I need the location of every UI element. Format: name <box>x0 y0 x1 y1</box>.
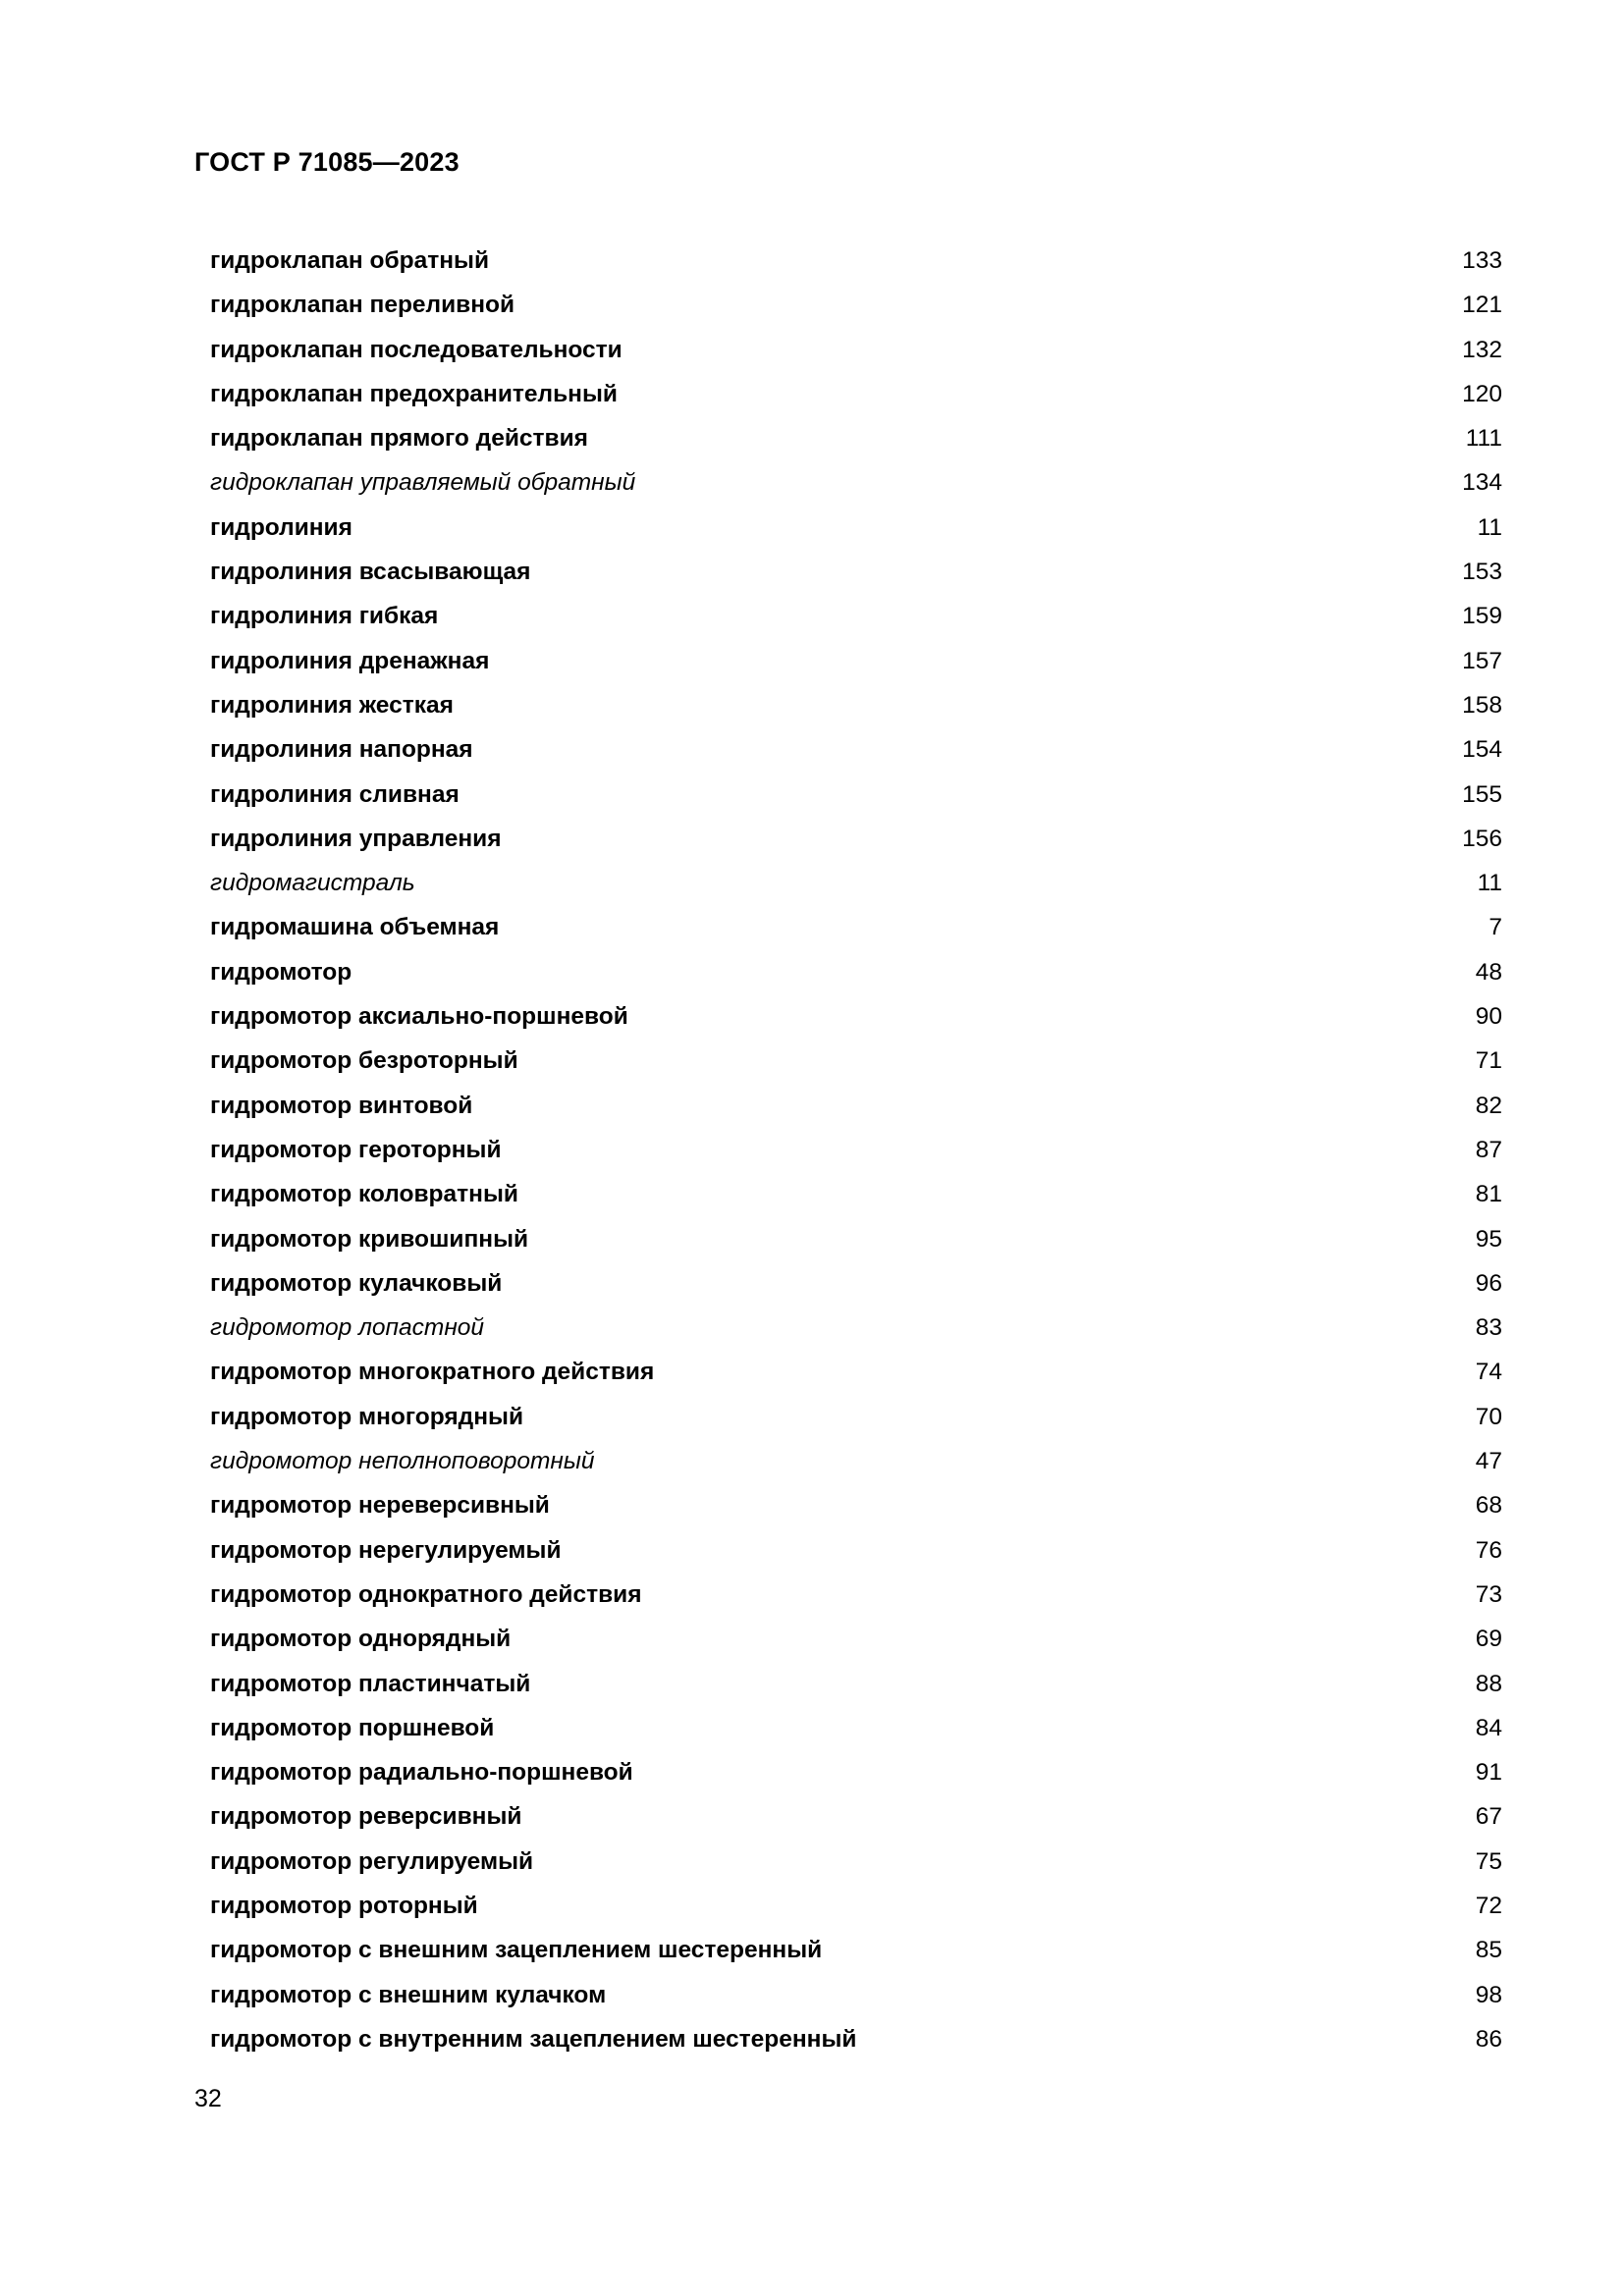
index-entry <box>210 1306 1504 1350</box>
index-term: гидромотор героторный <box>210 1136 502 1163</box>
index-term: гидролиния жесткая <box>210 691 454 719</box>
index-entry <box>210 1395 1504 1439</box>
index-term: гидролиния управления <box>210 825 502 852</box>
index-term: гидромотор с внешним зацеплением шестеренный <box>210 1937 823 1964</box>
index-term-number: 76 <box>1475 1536 1502 1564</box>
index-entry <box>210 460 1504 505</box>
index-term: гидромотор нереверсивный <box>210 1492 550 1520</box>
index-term: гидролиния <box>210 513 352 541</box>
index-entry <box>210 1794 1504 1839</box>
index-term: гидромотор пластинчатый <box>210 1670 531 1697</box>
index-term: гидромашина объемная <box>210 914 500 941</box>
index-term: гидромотор коловратный <box>210 1181 518 1208</box>
index-entry <box>210 550 1504 594</box>
index-entry <box>210 950 1504 994</box>
index-entry <box>210 817 1504 861</box>
index-entry <box>210 727 1504 772</box>
index-term: гидромотор с внешним кулачком <box>210 1981 607 2008</box>
index-term-number: 11 <box>1477 870 1502 897</box>
page-number: 32 <box>194 2085 222 2112</box>
index-term-number: 47 <box>1475 1448 1502 1475</box>
index-term: гидролиния всасывающая <box>210 559 531 586</box>
index-term: гидромотор неполноповоротный <box>210 1448 595 1475</box>
index-entry <box>210 283 1504 327</box>
index-entry <box>210 1261 1504 1306</box>
index-term-number: 121 <box>1462 292 1502 319</box>
index-term-number: 70 <box>1475 1403 1502 1430</box>
index-term-number: 132 <box>1462 336 1502 363</box>
index-term: гидромотор радиально-поршневой <box>210 1759 633 1787</box>
index-entry <box>210 1483 1504 1527</box>
index-term-number: 85 <box>1475 1937 1502 1964</box>
index-term-number: 158 <box>1462 691 1502 719</box>
index-term: гидролиния гибкая <box>210 603 439 630</box>
index-term-number: 81 <box>1475 1181 1502 1208</box>
index-entry <box>210 372 1504 416</box>
index-term: гидролиния напорная <box>210 736 473 764</box>
index-term-number: 68 <box>1475 1492 1502 1520</box>
index-entry <box>210 1350 1504 1394</box>
index-term-number: 82 <box>1475 1092 1502 1119</box>
index-term: гидроклапан прямого действия <box>210 425 588 453</box>
index-term: гидромотор однократного действия <box>210 1580 642 1608</box>
index-term-number: 87 <box>1475 1136 1502 1163</box>
document-code-header: ГОСТ Р 71085—2023 <box>194 147 460 177</box>
index-term: гидромотор регулируемый <box>210 1847 534 1875</box>
index-term-number: 111 <box>1465 425 1502 453</box>
index-entry <box>210 1528 1504 1573</box>
index-term-number: 67 <box>1475 1803 1502 1831</box>
index-term: гидромагистраль <box>210 870 415 897</box>
index-term: гидромотор с внутренним зацеплением шестеренный <box>210 2025 857 2053</box>
index-term-number: 155 <box>1462 780 1502 808</box>
index-term-number: 154 <box>1462 736 1502 764</box>
index-entry <box>210 1084 1504 1128</box>
index-term-number: 134 <box>1462 469 1502 497</box>
index-entry <box>210 1750 1504 1794</box>
index-term: гидромотор нерегулируемый <box>210 1536 562 1564</box>
index-term-number: 48 <box>1475 958 1502 986</box>
index-term-number: 120 <box>1462 380 1502 407</box>
index-term-number: 86 <box>1475 2025 1502 2053</box>
index-entry <box>210 1172 1504 1216</box>
index-term-number: 71 <box>1475 1047 1502 1075</box>
term-index-list <box>210 239 1504 2061</box>
index-entry <box>210 506 1504 550</box>
index-term: гидромотор поршневой <box>210 1714 495 1741</box>
index-term: гидролиния сливная <box>210 780 460 808</box>
index-term-number: 11 <box>1477 513 1502 541</box>
index-entry <box>210 1884 1504 1928</box>
index-entry <box>210 2017 1504 2061</box>
index-term-number: 95 <box>1475 1225 1502 1253</box>
index-term-number: 90 <box>1475 1003 1502 1031</box>
index-term: гидроклапан обратный <box>210 247 489 274</box>
index-entry <box>210 639 1504 683</box>
index-entry <box>210 1928 1504 1972</box>
index-entry <box>210 994 1504 1039</box>
index-entry <box>210 905 1504 949</box>
index-entry <box>210 773 1504 817</box>
index-term-number: 84 <box>1475 1714 1502 1741</box>
index-term-number: 96 <box>1475 1269 1502 1297</box>
index-term: гидроклапан управляемый обратный <box>210 469 636 497</box>
index-entry <box>210 1039 1504 1083</box>
index-term: гидромотор винтовой <box>210 1092 473 1119</box>
index-term: гидроклапан переливной <box>210 292 515 319</box>
index-term-number: 72 <box>1475 1892 1502 1919</box>
index-term-number: 83 <box>1475 1314 1502 1342</box>
index-entry <box>210 328 1504 372</box>
index-term-number: 88 <box>1475 1670 1502 1697</box>
index-term-number: 153 <box>1462 559 1502 586</box>
index-entry <box>210 1840 1504 1884</box>
index-term-number: 156 <box>1462 825 1502 852</box>
index-term: гидромотор роторный <box>210 1892 478 1919</box>
index-entry <box>210 1573 1504 1617</box>
index-term: гидромотор кривошипный <box>210 1225 529 1253</box>
index-term: гидромотор аксиально-поршневой <box>210 1003 628 1031</box>
index-entry <box>210 239 1504 283</box>
index-term-number: 7 <box>1489 914 1502 941</box>
index-term: гидромотор безроторный <box>210 1047 518 1075</box>
index-term-number: 75 <box>1475 1847 1502 1875</box>
index-entry <box>210 416 1504 460</box>
index-term: гидромотор лопастной <box>210 1314 485 1342</box>
index-term-number: 98 <box>1475 1981 1502 2008</box>
index-entry <box>210 1217 1504 1261</box>
index-term-number: 91 <box>1475 1759 1502 1787</box>
index-entry <box>210 594 1504 638</box>
index-entry <box>210 861 1504 905</box>
index-entry <box>210 1662 1504 1706</box>
index-entry <box>210 1128 1504 1172</box>
index-term-number: 73 <box>1475 1580 1502 1608</box>
index-term-number: 74 <box>1475 1359 1502 1386</box>
index-term: гидромотор реверсивный <box>210 1803 522 1831</box>
index-entry <box>210 1706 1504 1750</box>
index-term: гидроклапан предохранительный <box>210 380 618 407</box>
index-term-number: 133 <box>1462 247 1502 274</box>
index-term: гидромотор однорядный <box>210 1626 512 1653</box>
index-entry <box>210 1617 1504 1661</box>
index-entry <box>210 1439 1504 1483</box>
index-term-number: 157 <box>1462 647 1502 674</box>
index-term: гидромотор многократного действия <box>210 1359 655 1386</box>
index-term: гидромотор <box>210 958 352 986</box>
index-term: гидроклапан последовательности <box>210 336 623 363</box>
index-entry <box>210 683 1504 727</box>
index-term: гидромотор кулачковый <box>210 1269 503 1297</box>
index-term: гидромотор многорядный <box>210 1403 524 1430</box>
index-term-number: 69 <box>1475 1626 1502 1653</box>
index-entry <box>210 1973 1504 2017</box>
index-term-number: 159 <box>1462 603 1502 630</box>
index-term: гидролиния дренажная <box>210 647 490 674</box>
